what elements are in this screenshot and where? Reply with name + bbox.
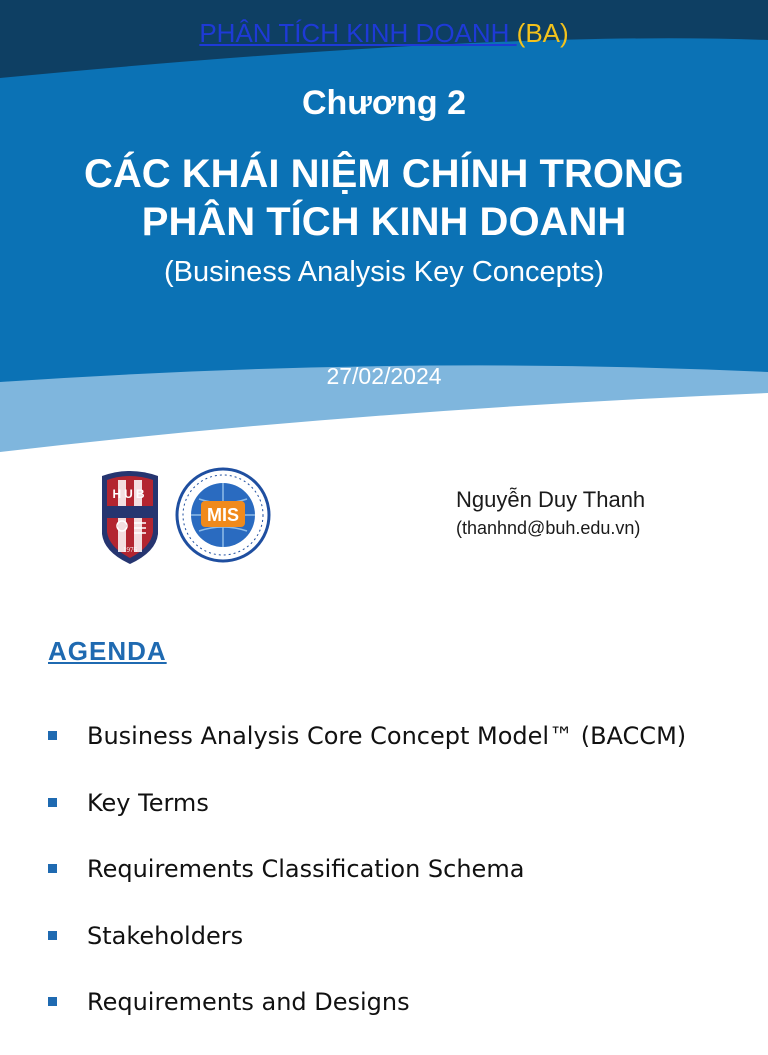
hub-logo-letters: HUB <box>112 487 148 501</box>
agenda-item-text: Requirements and Designs <box>87 988 410 1017</box>
slide-date: 27/02/2024 <box>326 363 442 389</box>
slide-title-line-2: PHÂN TÍCH KINH DOANH <box>141 200 627 244</box>
course-suffix: (BA) <box>516 18 569 48</box>
slide-subtitle: (Business Analysis Key Concepts) <box>163 256 605 288</box>
square-bullet-icon <box>48 997 57 1006</box>
square-bullet-icon <box>48 798 57 807</box>
author-name: Nguyễn Duy Thanh <box>456 487 646 512</box>
hub-logo-year: 1976 <box>123 546 137 554</box>
slide-title-line-1: CÁC KHÁI NIỆM CHÍNH TRONG <box>84 152 684 196</box>
square-bullet-icon <box>48 931 57 940</box>
mis-logo-text: MIS <box>206 505 240 525</box>
svg-text:1976 <box>123 546 138 554</box>
square-bullet-icon <box>48 731 57 740</box>
mis-logo-icon <box>175 467 271 563</box>
hub-logo-icon <box>98 468 162 566</box>
author-email: (thanhnd@buh.edu.vn) <box>456 518 641 538</box>
agenda-heading: AGENDA <box>48 636 167 666</box>
agenda-item-text: Key Terms <box>87 788 209 817</box>
course-title <box>0 18 768 49</box>
chapter-heading: Chương 2 <box>301 84 466 122</box>
agenda-item-text: Stakeholders <box>87 921 244 950</box>
svg-text:HUB <box>113 487 148 501</box>
slide-title <box>0 150 768 246</box>
svg-text:MIS <box>207 505 239 525</box>
course-link[interactable]: PHÂN TÍCH KINH DOANH <box>199 18 517 48</box>
agenda-item-text: Requirements Classification Schema <box>87 855 525 884</box>
square-bullet-icon <box>48 864 57 873</box>
agenda-item-text: Business Analysis Core Concept Model™ (BACCM) <box>87 722 687 750</box>
